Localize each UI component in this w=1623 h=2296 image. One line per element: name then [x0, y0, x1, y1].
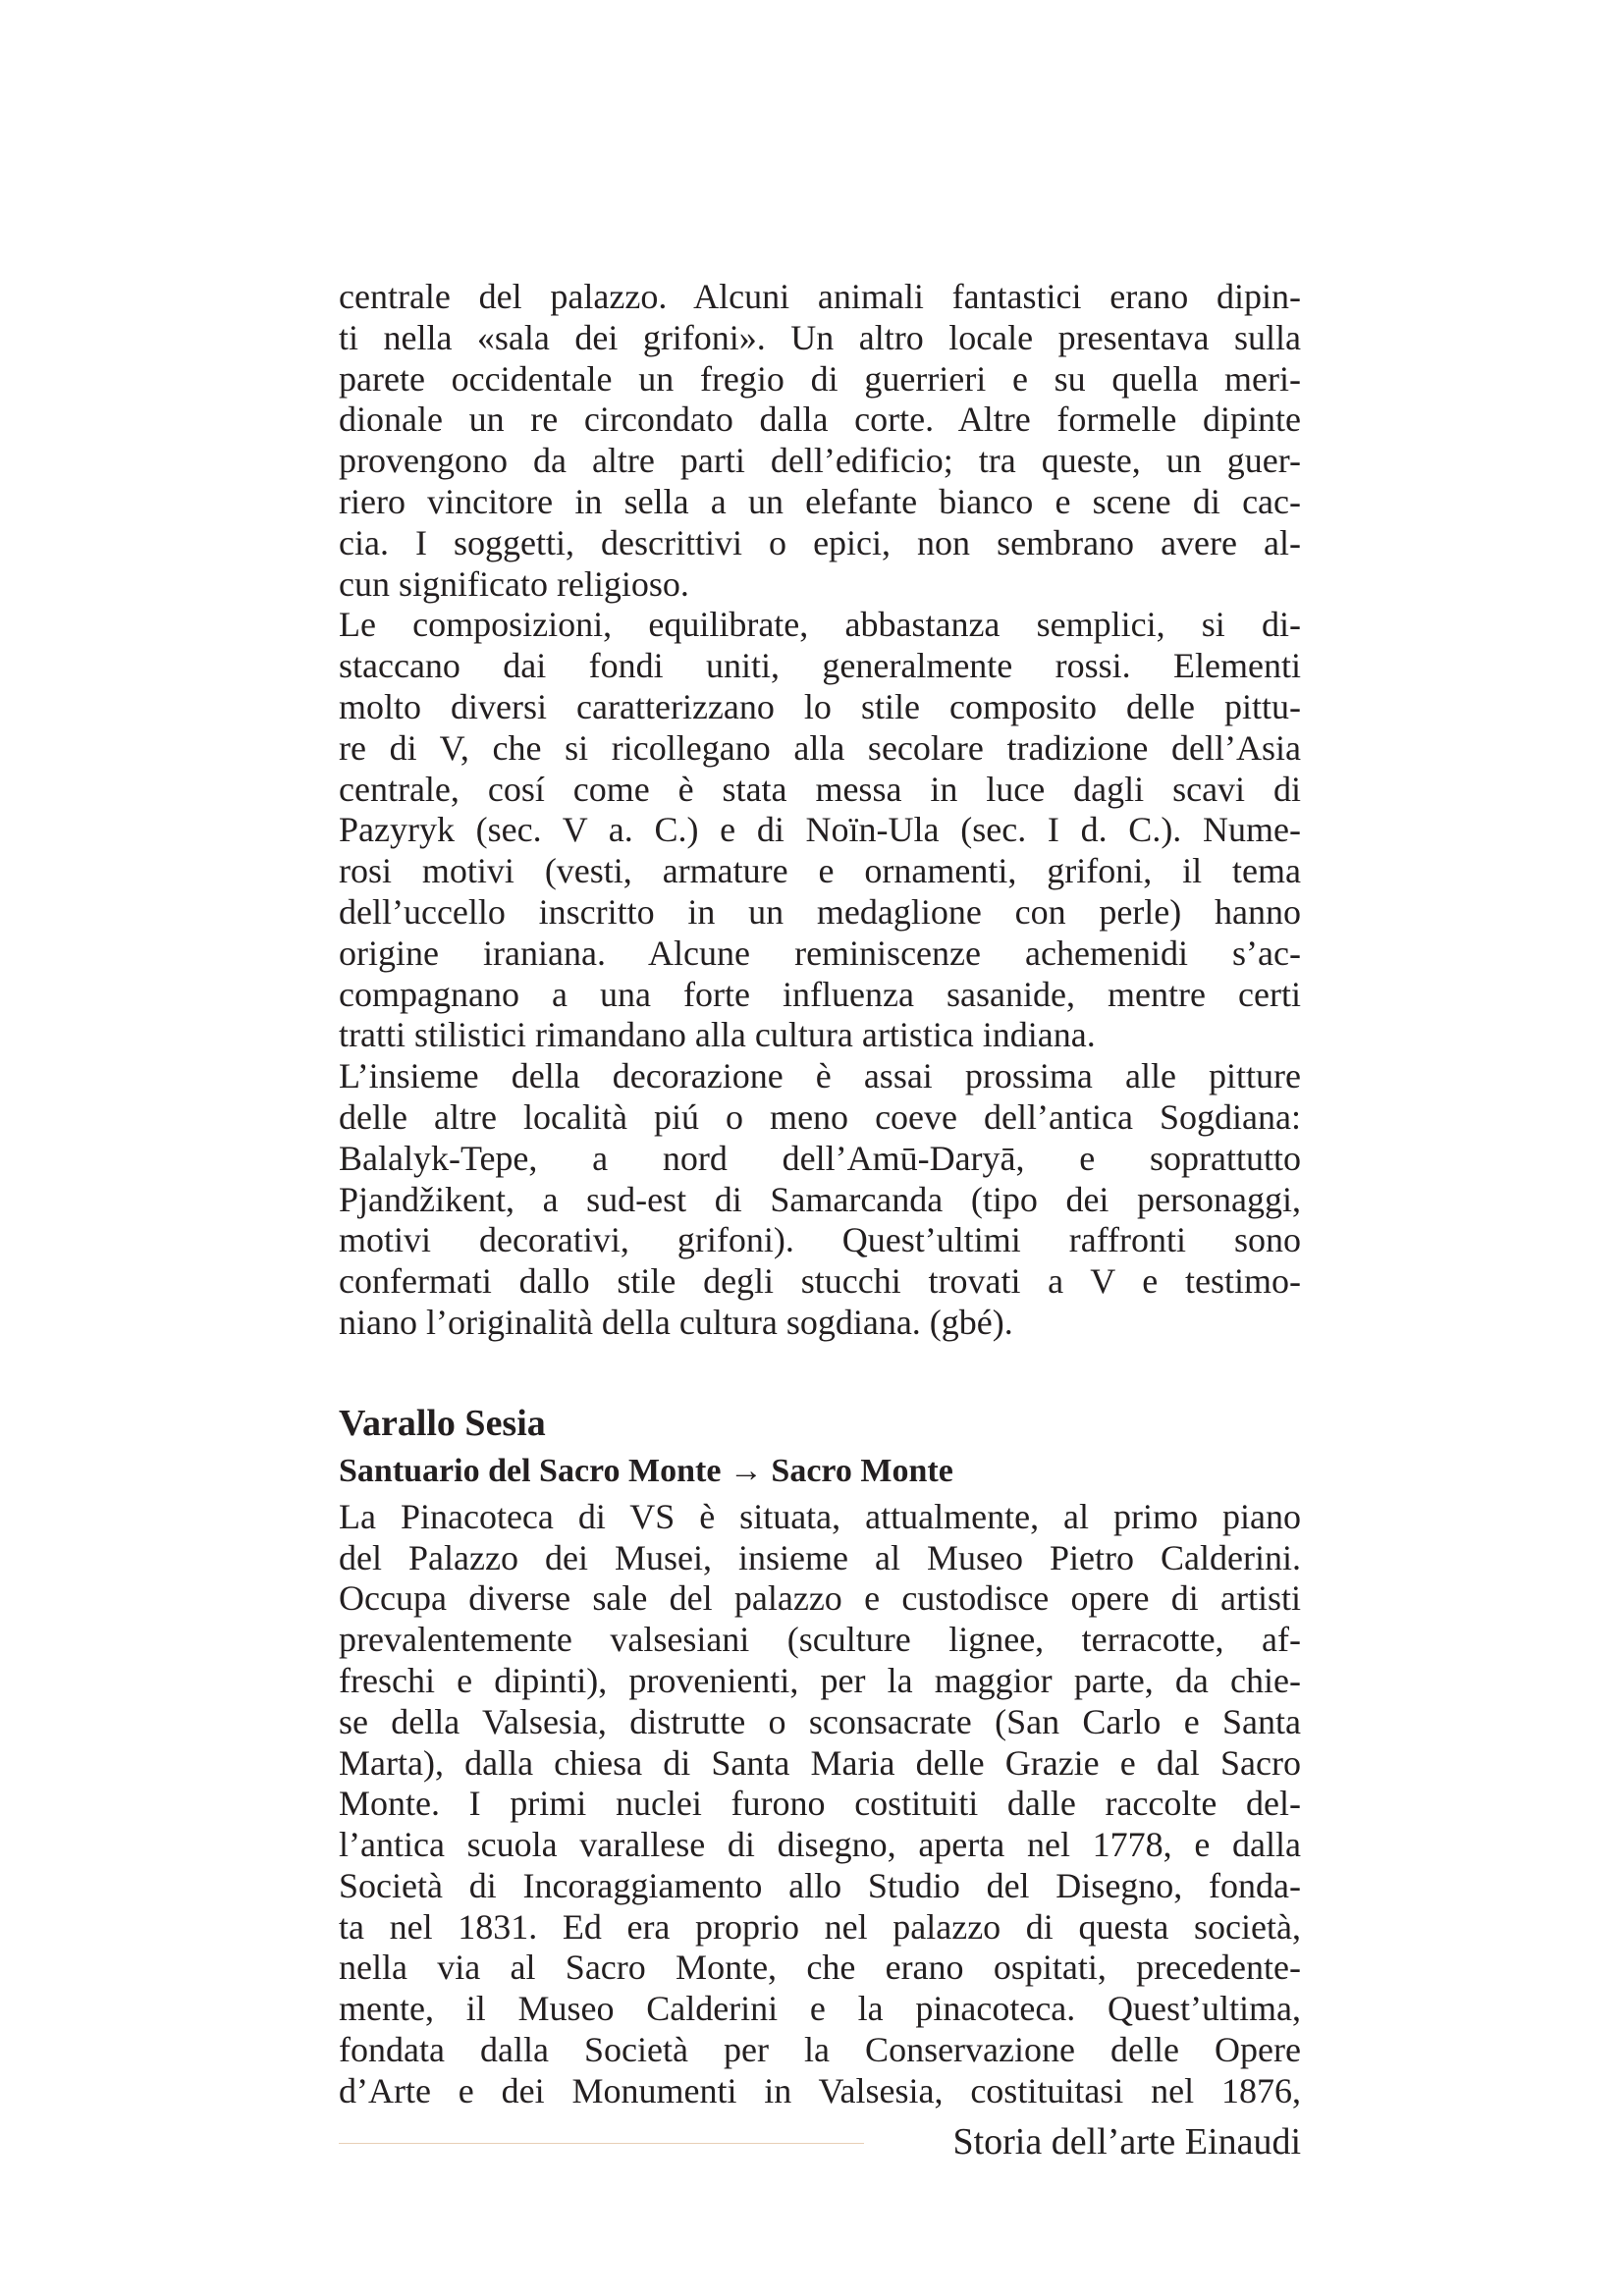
- text-line: Balalyk-Tepe, a nord dell’Amū-Daryā, e soprattutto: [339, 1138, 1301, 1178]
- text-line: centrale del palazzo. Alcuni animali fantastici erano dipin-: [339, 277, 1301, 316]
- page-body: [339, 277, 1301, 2112]
- text-line: riero vincitore in sella a un elefante bianco e scene di cac-: [339, 481, 1301, 521]
- entry-subheading: Santuario del Sacro Monte → Sacro Monte: [339, 1452, 953, 1489]
- text-line: molto diversi caratterizzano lo stile composito delle pittu-: [339, 686, 1301, 726]
- text-line: origine iraniana. Alcune reminiscenze achemenidi s’ac-: [339, 933, 1301, 973]
- text-line: centrale, cosí come è stata messa in luce dagli scavi di: [339, 769, 1301, 809]
- text-line: ta nel 1831. Ed era proprio nel palazzo di questa società,: [339, 1906, 1301, 1947]
- text-line: niano l’originalità della cultura sogdiana. (gbé).: [339, 1302, 1013, 1342]
- text-line: Pjandžikent, a sud-est di Samarcanda (tipo dei personaggi,: [339, 1179, 1301, 1219]
- text-line: dell’uccello inscritto in un medaglione con perle) hanno: [339, 891, 1301, 932]
- section-gap: [339, 1344, 1301, 1401]
- text-line: d’Arte e dei Monumenti in Valsesia, costituitasi nel 1876,: [339, 2070, 1301, 2110]
- article-text-block: [339, 277, 1301, 1344]
- text-line: Occupa diverse sale del palazzo e custodisce opere di artisti: [339, 1578, 1301, 1619]
- text-line: L’insieme della decorazione è assai prossima alle pitture: [339, 1056, 1301, 1096]
- text-line: mente, il Museo Calderini e la pinacoteca. Quest’ultima,: [339, 1989, 1301, 2029]
- text-line: Monte. I primi nuclei furono costituiti dalle raccolte del-: [339, 1784, 1301, 1824]
- text-line: ti nella «sala dei grifoni». Un altro locale presentava sulla: [339, 317, 1301, 357]
- text-line: del Palazzo dei Musei, insieme al Museo Pietro Calderini.: [339, 1537, 1301, 1577]
- text-line: cun significato religioso.: [339, 563, 689, 604]
- entry-text-block: [339, 1497, 1301, 2112]
- text-line: Pazyryk (sec. V a. C.) e di Noïn-Ula (sec. I d. C.). Nume-: [339, 810, 1301, 850]
- text-line: tratti stilistici rimandano alla cultura artistica indiana.: [339, 1015, 1096, 1055]
- text-line: l’antica scuola varallese di disegno, aperta nel 1778, e dalla: [339, 1825, 1301, 1865]
- text-line: parete occidentale un fregio di guerrieri e su quella meri-: [339, 358, 1301, 399]
- text-line: se della Valsesia, distrutte o sconsacrate (San Carlo e Santa: [339, 1701, 1301, 1741]
- text-line: Le composizioni, equilibrate, abbastanza semplici, si di-: [339, 605, 1301, 645]
- text-line: Marta), dalla chiesa di Santa Maria delle Grazie e dal Sacro: [339, 1742, 1301, 1783]
- footer-rule: [339, 2143, 864, 2144]
- text-line: dionale un re circondato dalla corte. Altre formelle dipinte: [339, 400, 1301, 440]
- text-line: staccano dai fondi uniti, generalmente rossi. Elementi: [339, 646, 1301, 686]
- text-line: compagnano a una forte influenza sasanide, mentre certi: [339, 974, 1301, 1014]
- text-line: cia. I soggetti, descrittivi o epici, non sembrano avere al-: [339, 522, 1301, 562]
- footer-title: Storia dell’arte Einaudi: [952, 2121, 1301, 2163]
- text-line: prevalentemente valsesiani (sculture lignee, terracotte, af-: [339, 1620, 1301, 1660]
- text-line: nella via al Sacro Monte, che erano ospitati, precedente-: [339, 1948, 1301, 1988]
- text-line: confermati dallo stile degli stucchi trovati a V e testimo-: [339, 1261, 1301, 1302]
- text-line: freschi e dipinti), provenienti, per la maggior parte, da chie-: [339, 1660, 1301, 1700]
- text-line: Società di Incoraggiamento allo Studio del Disegno, fonda-: [339, 1865, 1301, 1905]
- entry-heading: Varallo Sesia: [339, 1402, 546, 1444]
- text-line: delle altre località piú o meno coeve dell’antica Sogdiana:: [339, 1096, 1301, 1137]
- text-line: La Pinacoteca di VS è situata, attualmente, al primo piano: [339, 1496, 1301, 1536]
- text-line: provengono da altre parti dell’edificio; tra queste, un guer-: [339, 441, 1301, 481]
- text-line: rosi motivi (vesti, armature e ornamenti, grifoni, il tema: [339, 851, 1301, 891]
- text-line: re di V, che si ricollegano alla secolare tradizione dell’Asia: [339, 727, 1301, 768]
- text-line: fondata dalla Società per la Conservazione delle Opere: [339, 2030, 1301, 2070]
- text-line: motivi decorativi, grifoni). Quest’ultimi raffronti sono: [339, 1220, 1301, 1260]
